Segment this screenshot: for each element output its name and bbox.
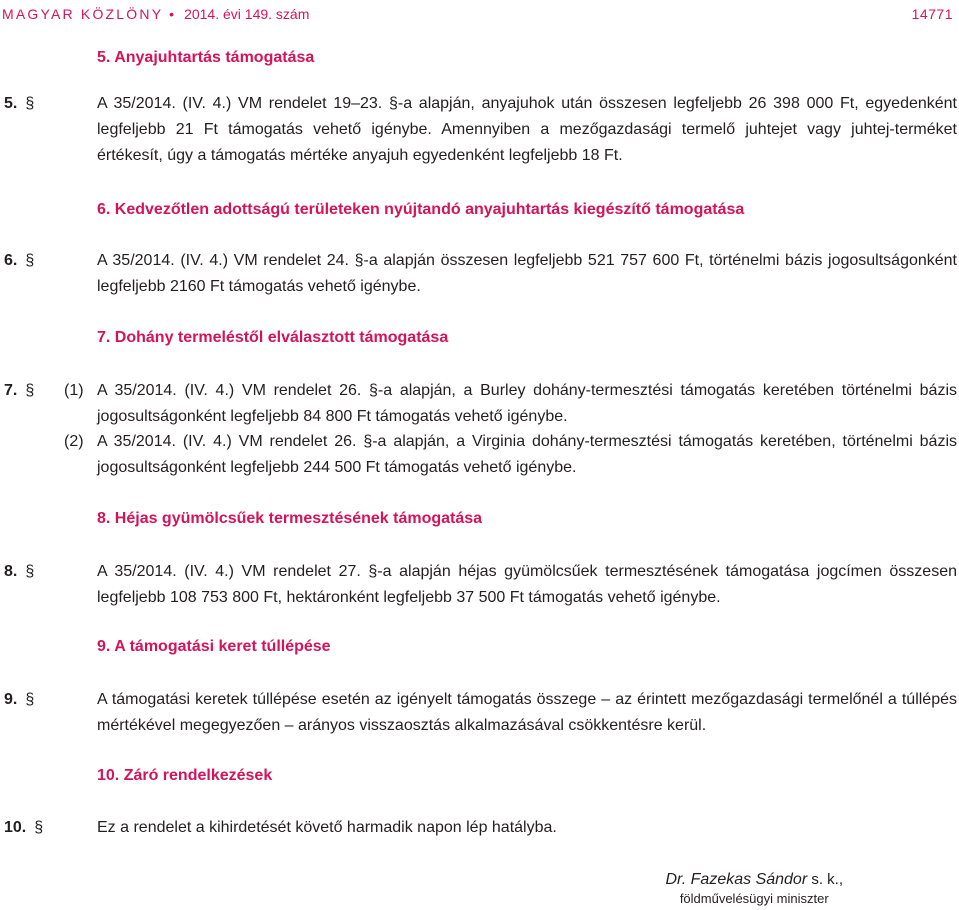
section-6-number [4,248,34,274]
section-8-text: A 35/2014. (IV. 4.) VM rendelet 27. §-a alapján héjas gyümölcsűek termesztésének támogatása jogcímen összesen legfeljebb 108 753 800 Ft, hektáronként legfeljebb 37 500 Ft támogatás vehető igénybe. [97,563,957,606]
section-9-text: A támogatási keretek túllépése esetén az igényelt támogatás összege – az érintett mezőgazdasági termelőnél a túllépés mértékével megegyezően – arányos visszaosztás alkalmazásával csökkentésre kerül. [97,691,957,734]
page-number: 14771 [911,6,953,22]
section-6-text: A 35/2014. (IV. 4.) VM rendelet 24. §-a alapján összesen legfeljebb 521 757 600 Ft, történelmi bázis jogosultságonként legfeljebb 2160 Ft támogatás vehető igénybe. [97,252,957,295]
section-sign: § [25,95,35,112]
section-7-sub2-label: (2) [64,433,84,450]
paragraph-number: 5. [4,95,18,112]
section-sign: § [25,691,35,708]
section-6-title: 6. Kedvezőtlen adottságú területeken nyújtandó anyajuhtartás kiegészítő támogatása [97,201,745,218]
section-5-number [4,91,34,117]
section-5-title: 5. Anyajuhtartás támogatása [97,49,315,66]
section-sign: § [25,382,35,399]
section-8-title: 8. Héjas gyümölcsűek termesztésének támogatása [97,510,483,527]
signatory-title: földművelésügyi miniszter [679,891,829,906]
section-9-number [4,687,34,713]
journal-title: MAGYAR KÖZLÖNY [2,6,163,22]
section-sign: § [25,252,35,269]
paragraph-number: 9. [4,691,18,708]
journal-name [2,4,309,24]
section-5-text: A 35/2014. (IV. 4.) VM rendelet 19–23. §-a alapján, anyajuhok után összesen legfeljebb 26 398 000 Ft, egyedenként legfeljebb 21 Ft támogatás vehető igénybe. Amennyiben a mezőgazdasági termelő juhtejet vagy juhtej-terméket értékesít, úgy a támogatás mértéke anyajuh egyedenként legfeljebb 18 Ft. [97,95,957,164]
issue-label: 2014. évi 149. szám [184,6,310,22]
page-header [0,4,959,24]
signature-block [665,869,843,907]
paragraph-number: 7. [4,382,18,399]
section-9-title: 9. A támogatási keret túllépése [97,638,331,655]
section-7-title: 7. Dohány termeléstől elválasztott támogatása [97,329,449,346]
section-sign: § [25,563,35,580]
signature-suffix: s. k., [807,871,843,888]
header-bullet: • [169,6,174,22]
section-10-title: 10. Záró rendelkezések [97,767,273,784]
paragraph-number: 10. [4,819,27,836]
section-7-number [4,378,34,404]
section-10-text: Ez a rendelet a kihirdetését követő harmadik napon lép hatályba. [97,819,557,836]
section-7-sub1-label: (1) [64,382,84,399]
signatory-name: Dr. Fazekas Sándor [665,871,808,888]
section-10-number [4,815,43,841]
section-7-sub2-text: A 35/2014. (IV. 4.) VM rendelet 26. §-a alapján, a Virginia dohány-termesztési támogatás keretében, történelmi bázis jogosultságonként legfeljebb 244 500 Ft támogatás vehető igénybe. [97,433,957,476]
paragraph-number: 8. [4,563,18,580]
paragraph-number: 6. [4,252,18,269]
section-sign: § [34,819,44,836]
section-8-number [4,559,34,585]
signature-line [665,869,843,891]
section-7-sub1-text: A 35/2014. (IV. 4.) VM rendelet 26. §-a alapján, a Burley dohány-termesztési támogatás keretében történelmi bázis jogosultságonként legfeljebb 84 800 Ft támogatás vehető igénybe. [97,382,957,425]
